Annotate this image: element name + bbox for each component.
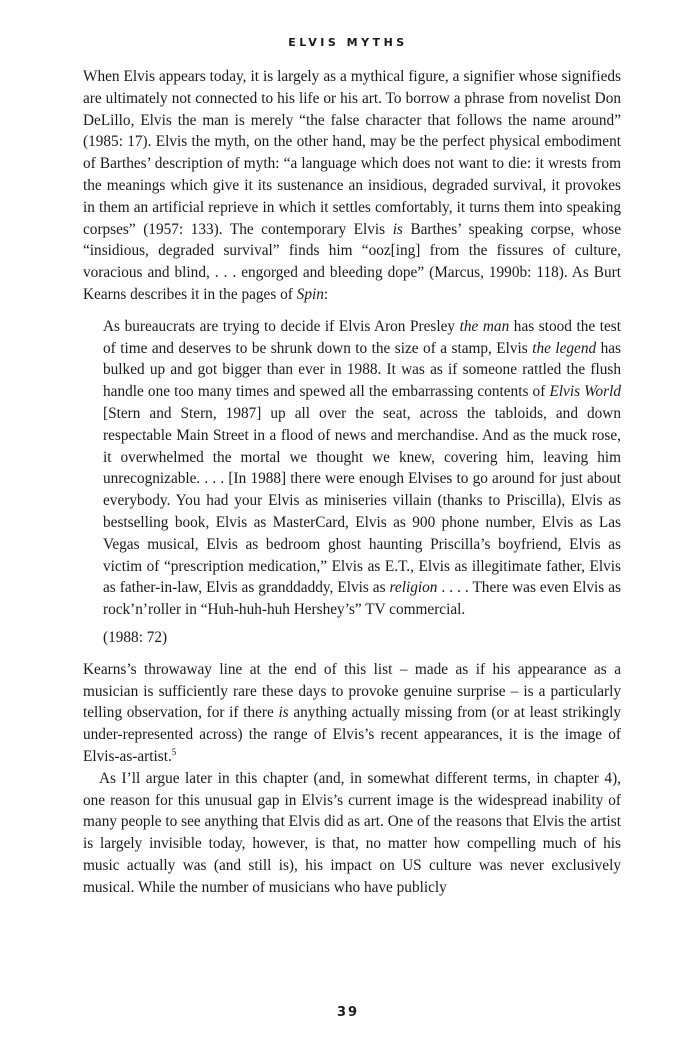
text-run: When Elvis appears today, it is largely as a mythical figure, a signifier whose signifieds are ultimately not connected to his life or his art. To borrow a phrase from novelist Don DeLillo, Elvis the man is merely “the false character that follows the name around” (1985: 17). Elvis the myth, on the other hand, may be the perfect physical embodiment of Barthes’ description of myth: “a language which does not want to die: it wrests from the meanings which give it its sustenance an insidious, degraded survival, it provokes in them an artificial reprieve in which it settles comfortably, it turns them into speaking corpses” (1957: 133). The contemporary Elvis [83, 68, 621, 238]
quote-citation: (1988: 72) [103, 628, 168, 646]
block-quote [103, 316, 621, 649]
emphasis: religion [389, 579, 438, 597]
text-run: [Stern and Stern, 1987] up all over the seat, across the tabloids, and down respectable Main Street in a flood of news and merchandise. And as the muck rose, it overwhelmed the mortal we thought we knew, covering him, leaving him unrecognizable. . . . [In 1988] there were enough Elvises to go around for just about everybody. You had your Elvis as miniseries villain (thanks to Priscilla), Elvis as bestselling book, Elvis as MasterCard, Elvis as 900 phone number, Elvis as Las Vegas musical, Elvis as bedroom ghost haunting Priscilla’s boyfriend, Elvis as victim of “prescription medication,” Elvis as E.T., Elvis as illegitimate father, Elvis as father-in-law, Elvis as granddaddy, Elvis as [103, 404, 621, 597]
block-quote-text [103, 316, 621, 621]
text-run: Kearns’s throwaway line at the end of this list – made as if his appearance as a musician is sufficiently rare these days to provoke genuine surprise – is a particularly telling observation, for if there [83, 660, 621, 722]
running-header: ELVIS MYTHS [288, 36, 408, 49]
emphasis-magazine-title: Spin [296, 285, 324, 303]
text-run: anything actually missing from (or at least strikingly under-represented across) the range of Elvis’s recent appearances, it is the image of Elvis-as-artist. [83, 704, 621, 765]
footnote-marker[interactable]: 5 [171, 746, 177, 757]
text-run: As bureaucrats are trying to decide if Elvis Aron Presley [103, 317, 460, 335]
text-run: has bulked up and got bigger than ever in 1988. It was as if someone rattled the flush handle one too many times and spewed all the embarrassing contents of [103, 339, 621, 401]
emphasis: the legend [532, 339, 597, 357]
text-run: . . . . There was even Elvis as rock’n’roller in “Huh-huh-huh Hershey’s” TV commercial. [103, 579, 621, 619]
emphasis: the man [459, 317, 510, 335]
emphasis-book-title: Elvis World [549, 383, 622, 401]
body-text [83, 66, 621, 898]
emphasis: is [278, 704, 289, 722]
paragraph-2 [83, 659, 621, 768]
emphasis: is [392, 220, 403, 238]
text-run: Barthes’ speaking corpse, whose “insidious, degraded survival” finds him “ooz[ing] from the fissures of culture, voracious and blind, . . . engorged and bleeding dope” (Marcus, 1990b: 118). As Burt Kearns describes it in the pages of [83, 220, 621, 303]
page-number: 39 [336, 1005, 360, 1020]
text-run: has stood the test of time and deserves to be shrunk down to the size of a stamp, Elvis [103, 317, 621, 357]
paragraph-3: As I’ll argue later in this chapter (and, in somewhat different terms, in chapter 4), one reason for this unusual gap in Elvis’s current image is the widespread inability of many people to see anything that Elvis did as art. One of the reasons that Elvis the artist is largely invisible today, however, is that, no matter how compelling much of his music actually was (and still is), his impact on US culture was never exclusively musical. While the number of musicians who have publicly [83, 769, 621, 896]
paragraph-1 [83, 66, 621, 306]
text-run: : [323, 285, 329, 303]
